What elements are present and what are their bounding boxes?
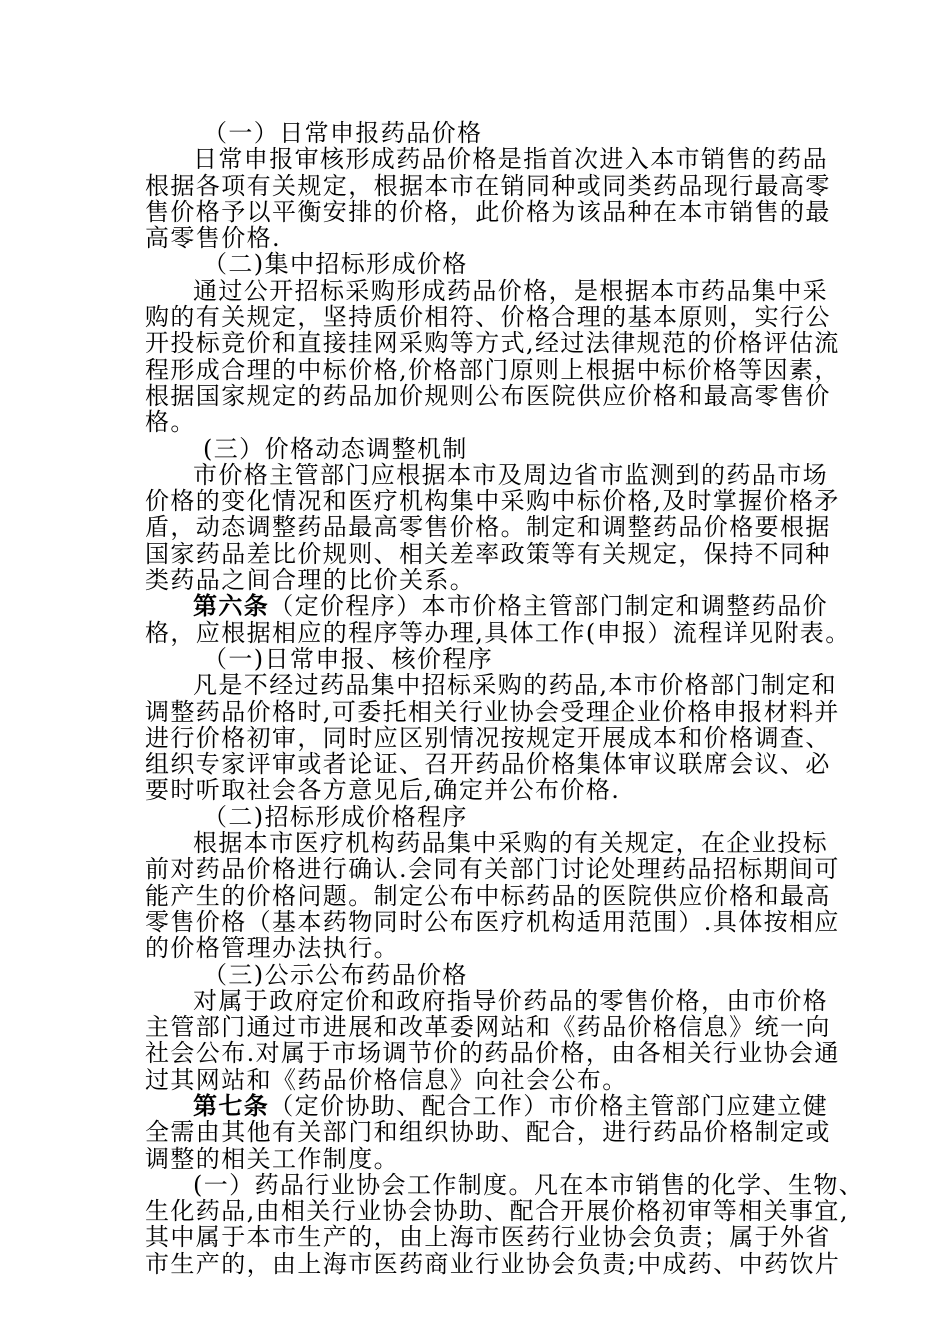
text-line: [145, 487, 840, 516]
paragraph: [145, 671, 840, 805]
line-text: （一）日常申报药品价格: [203, 119, 483, 147]
line-text: 格。: [145, 408, 196, 437]
text-line: [145, 329, 840, 358]
line-text: 要时听取社会各方意见后,确定并公布价格.: [145, 776, 621, 805]
text-line: [145, 986, 828, 1015]
article-number: 第六条: [193, 591, 270, 621]
paragraph: [145, 829, 840, 963]
line-text: 的价格管理办法执行。: [145, 934, 399, 963]
line-text: 社会公布.对属于市场调节价的药品价格，由各相关行业协会通: [145, 1039, 840, 1068]
paragraph: [145, 986, 840, 1094]
line-text: 根据各项有关规定，根据本市在销同种或同类药品现行最高零: [145, 171, 831, 200]
paragraph: [145, 804, 815, 830]
line-text: 凡是不经过药品集中招标采购的药品,本市价格部门制定和: [193, 671, 838, 700]
line-text: （定价程序）本市价格主管部门制定和调整药品价: [269, 592, 829, 621]
line-text: 购的有关规定，坚持质价相符、价格合理的基本原则，实行公: [145, 303, 831, 332]
text-line: [145, 855, 840, 884]
line-text: 全需由其他有关部门和组织协助、配合，进行药品价格制定或: [145, 1118, 831, 1147]
text-line: [145, 145, 828, 174]
line-text: 日常申报审核形成药品价格是指首次进入本市销售的药品: [193, 145, 828, 174]
line-text: 国家药品差比价规则、相关差率政策等有关规定，保持不同种: [145, 539, 831, 568]
text-line: [145, 120, 815, 146]
text-line: [145, 303, 831, 332]
line-text: （定价协助、配合工作）市价格主管部门应建立健: [269, 1091, 829, 1120]
text-line: [145, 804, 815, 830]
line-text: 市价格主管部门应根据本市及周边省市监测到的药品市场: [193, 460, 828, 489]
line-text: 根据国家规定的药品加价规则公布医院供应价格和最高零售价: [145, 381, 831, 410]
line-text: 高零售价格.: [145, 224, 282, 253]
text-line: [145, 276, 828, 305]
article-paragraph: [145, 591, 851, 647]
text-line: [145, 1039, 840, 1068]
text-line: [145, 171, 831, 200]
line-text: （二)集中招标形成价格: [203, 250, 468, 279]
paragraph: [145, 962, 815, 988]
line-text: 进行价格初审，同时应区别情况按规定开展成本和价格调查、: [145, 723, 831, 752]
text-line: [145, 618, 851, 647]
text-line: [145, 1223, 831, 1252]
line-text: 根据本市医疗机构药品集中采购的有关规定，在企业投标: [193, 829, 828, 858]
text-line: [145, 225, 815, 251]
text-line: [145, 436, 815, 462]
text-line: [145, 1090, 829, 1120]
line-text: 调整的相关工作制度。: [145, 1144, 399, 1173]
paragraph: [145, 436, 815, 462]
line-text: 生化药品,由相关行业协会协助、配合开展价格初审等相关事宜,: [145, 1197, 849, 1226]
line-text: 开投标竞价和直接挂网采购等方式,经过法律规范的价格评估流: [145, 329, 840, 358]
line-text: (一）药品行业协会工作制度。凡在本市销售的化学、生物、: [193, 1170, 865, 1199]
text-line: [145, 1067, 815, 1093]
text-line: [145, 723, 831, 752]
text-line: [145, 251, 815, 277]
line-text: 调整药品价格时,可委托相关行业协会受理企业价格申报材料并: [145, 697, 840, 726]
line-text: 其中属于本市生产的，由上海市医药行业协会负责；属于外省: [145, 1223, 831, 1252]
text-line: [145, 829, 828, 858]
line-text: 类药品之间合理的比价关系。: [145, 566, 476, 595]
text-line: [145, 591, 829, 621]
line-text: 组织专家评审或者论证、召开药品价格集体审议联席会议、必: [145, 750, 831, 779]
text-line: [145, 197, 831, 226]
text-line: [145, 1118, 831, 1147]
text-line: [145, 1249, 841, 1278]
line-text: （一)日常申报、核价程序: [203, 644, 494, 673]
text-line: [145, 409, 815, 435]
paragraph: [145, 1170, 865, 1278]
line-text: 价格的变化情况和医疗机构集中采购中标价格,及时掌握价格矛: [145, 487, 840, 516]
line-text: (三）价格动态调整机制: [203, 434, 468, 463]
text-line: [145, 355, 840, 384]
text-line: [145, 381, 831, 410]
text-line: [145, 1013, 831, 1042]
paragraph: [145, 460, 840, 595]
line-text: 格，应根据相应的程序等办理,具体工作(申报）流程详见附表。: [145, 618, 851, 647]
text-line: [145, 881, 831, 910]
text-line: [145, 539, 831, 568]
text-line: [145, 1146, 815, 1172]
line-text: 零售价格（基本药物同时公布医疗机构适用范围）.具体按相应: [145, 907, 840, 936]
line-text: 对属于政府定价和政府指导价药品的零售价格，由市价格: [193, 986, 828, 1015]
line-text: （二)招标形成价格程序: [203, 802, 468, 831]
line-text: 市生产的，由上海市医药商业行业协会负责;中成药、中药饮片: [145, 1249, 841, 1278]
text-line: [145, 1170, 865, 1199]
paragraph: [145, 646, 815, 672]
line-text: 通过公开招标采购形成药品价格，是根据本市药品集中采: [193, 276, 828, 305]
line-text: 售价格予以平衡安排的价格，此价格为该品种在本市销售的最: [145, 197, 831, 226]
text-line: [145, 935, 815, 961]
text-line: [145, 646, 815, 672]
article-number: 第七条: [193, 1090, 270, 1120]
line-text: （三)公示公布药品价格: [203, 960, 468, 989]
text-line: [145, 567, 815, 593]
text-line: [145, 907, 840, 936]
line-text: 盾，动态调整药品最高零售价格。制定和调整药品价格要根据: [145, 513, 831, 542]
text-line: [145, 750, 831, 779]
text-line: [145, 513, 831, 542]
line-text: 前对药品价格进行确认.会同有关部门讨论处理药品招标期间可: [145, 855, 840, 884]
paragraph: [145, 120, 815, 146]
text-line: [145, 671, 838, 700]
text-line: [145, 697, 840, 726]
line-text: 过其网站和《药品价格信息》向社会公布。: [145, 1065, 628, 1094]
text-line: [145, 460, 828, 489]
paragraph: [145, 251, 815, 277]
paragraph: [145, 276, 840, 437]
paragraph: [145, 145, 831, 253]
document-body: [145, 119, 865, 1278]
line-text: 能产生的价格问题。制定公布中标药品的医院供应价格和最高: [145, 881, 831, 910]
line-text: 程形成合理的中标价格,价格部门原则上根据中标价格等因素，: [145, 355, 840, 384]
line-text: 主管部门通过市进展和改革委网站和《药品价格信息》统一向: [145, 1013, 831, 1042]
text-line: [145, 962, 815, 988]
text-line: [145, 777, 815, 803]
text-line: [145, 1197, 849, 1226]
article-paragraph: [145, 1090, 831, 1173]
